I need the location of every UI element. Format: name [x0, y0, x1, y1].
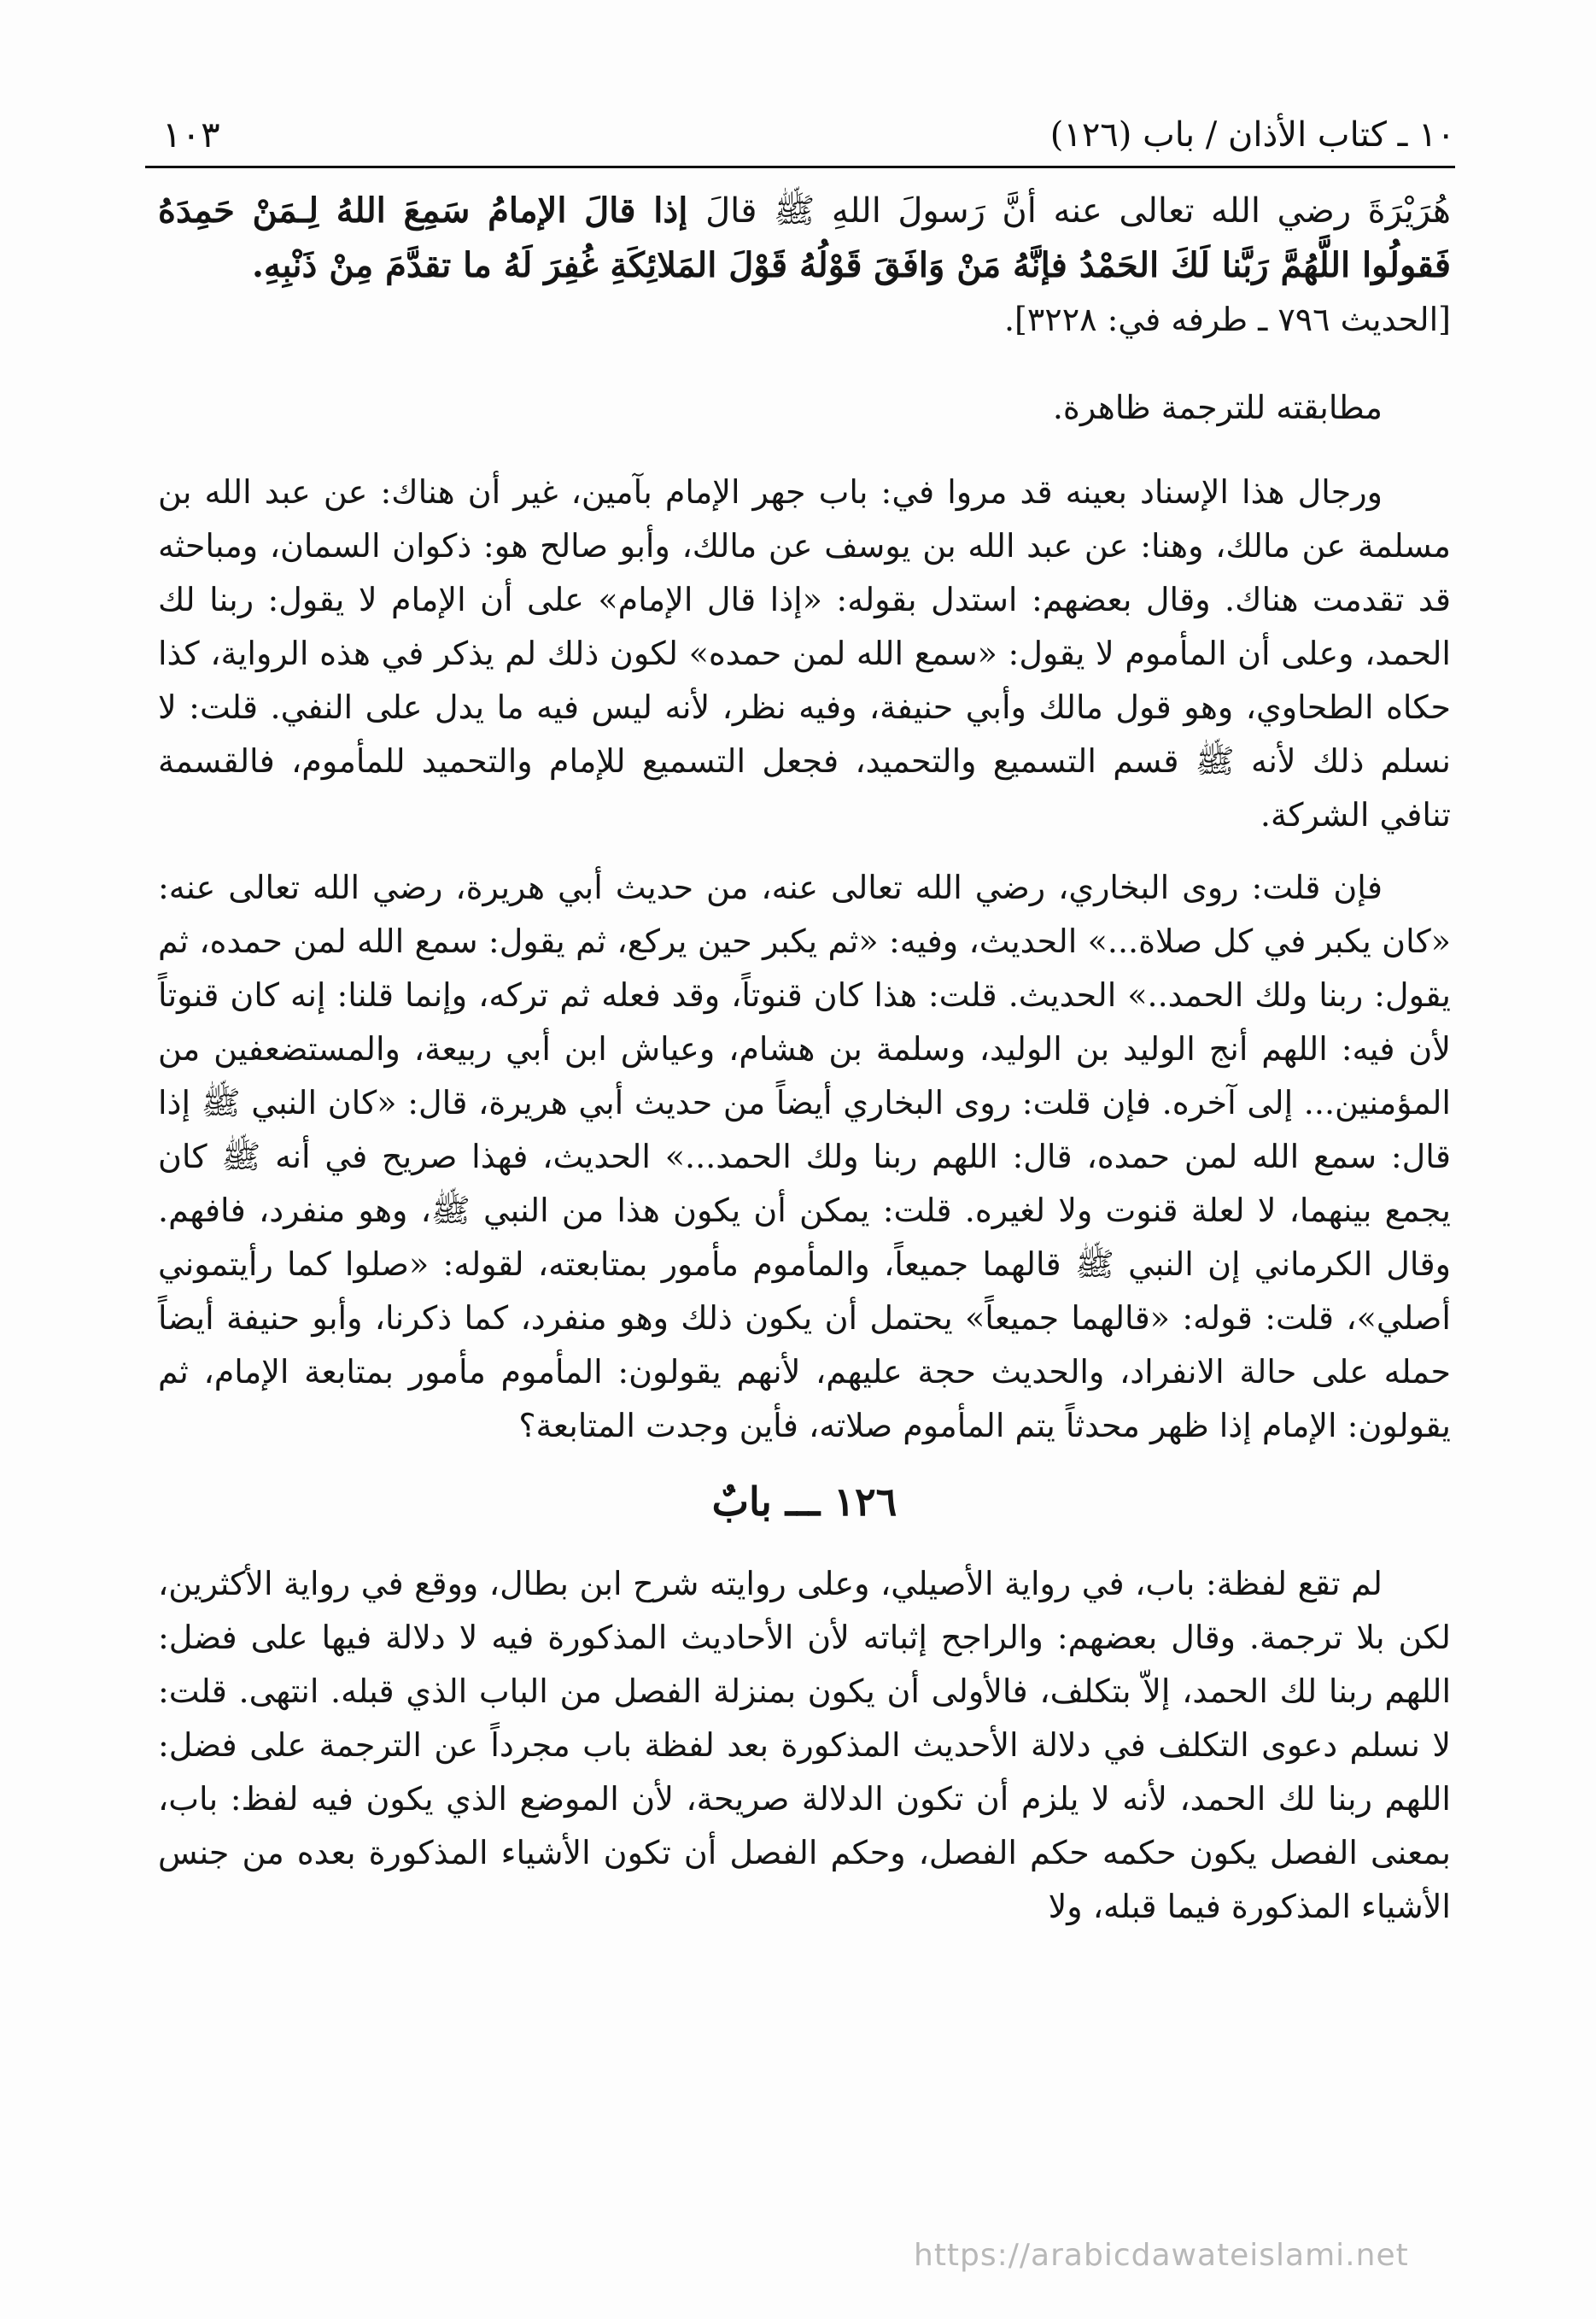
hadith-intro: هُرَيْرَةَ رضي الله تعالى عنه أنَّ رَسولَ اللهِ ﷺ قالَ: [705, 191, 1452, 231]
commentary-paragraph-1: مطابقته للترجمة ظاهرة.: [1052, 389, 1383, 426]
commentary-paragraph-3: فإن قلت: روى البخاري، رضي الله تعالى عنه، من حديث أبي هريرة، رضي الله تعالى عنه: «كان يكبر في كل صلاة...» الحديث، وفيه: «ثم يكبر حين يركع، ثم يقول: سمع الله لمن حمده، ثم يقول: ربنا ولك الحمد..» الحديث. قلت: هذا كان قنوتاً، وقد فعله ثم تركه، وإنما قلنا: إنه كان قنوتاً لأن فيه: اللهم أنج الوليد بن الوليد، وسلمة بن هشام، وعياش ابن أبي ربيعة، والمستضعفين من المؤمنين... إلى آخره. فإن قلت: روى البخاري أيضاً من حديث أبي هريرة، قال: «كان النبي ﷺ إذا قال: سمع الله لمن حمده، قال: اللهم ربنا ولك الحمد...» الحديث، فهذا صريح في أنه ﷺ كان يجمع بينهما، لا لعلة قنوت ولا لغيره. قلت: يمكن أن يكون هذا من النبي ﷺ، وهو منفرد، فافهم. وقال الكرماني إن النبي ﷺ قالهما جميعاً، والمأموم مأمور بمتابعته، لقوله: «صلوا كما رأيتموني أصلي»، قلت: قوله: «قالهما جميعاً» يحتمل أن يكون ذلك وهو منفرد، كما ذكرنا، وأبو حنيفة أيضاً حمله على حالة الانفراد، والحديث حجة عليهم، لأنهم يقولون: المأموم مأمور بمتابعة الإمام، ثم يقولون: الإمام إذا ظهر محدثاً يتم المأموم صلاته، فأين وجدت المتابعة؟: [158, 869, 1451, 1444]
watermark-url: https://arabicdawateislami.net: [914, 2238, 1409, 2273]
hadith-block: [158, 184, 1451, 293]
page-number: ١٠٣: [162, 114, 220, 155]
header-rule: [145, 166, 1455, 168]
page-body: [158, 184, 1451, 1953]
commentary-paragraph-4: لم تقع لفظة: باب، في رواية الأصيلي، وعلى روايته شرح ابن بطال، ووقع في رواية الأكثرين، لكن بلا ترجمة. وقال بعضهم: والراجح إثباته لأن الأحاديث المذكورة فيه لا دلالة فيها على فضل: اللهم ربنا لك الحمد، إلاّ بتكلف، فالأولى أن يكون بمنزلة الفصل من الباب الذي قبله. انتهى. قلت: لا نسلم دعوى التكلف في دلالة الأحديث المذكورة بعد لفظة باب مجرداً عن الترجمة على فضل: اللهم ربنا لك الحمد، لأنه لا يلزم أن تكون الدلالة صريحة، لأن الموضع الذي يكون فيه لفظ: باب، بمعنى الفصل يكون حكمه حكم الفصل، وحكم الفصل أن تكون الأشياء المذكورة بعده من جنس الأشياء المذكورة فيما قبله، ولا: [158, 1565, 1452, 1925]
page-header: [145, 109, 1455, 171]
section-heading: ١٢٦ ـــ بابٌ: [711, 1479, 897, 1525]
running-title: ١٠ ـ كتاب الأذان / باب (١٢٦): [1049, 115, 1455, 155]
hadith-reference: [الحديث ٧٩٦ ـ طرفه في: ٣٢٢٨].: [1003, 301, 1451, 338]
commentary-paragraph-2: ورجال هذا الإسناد بعينه قد مروا في: باب جهر الإمام بآمين، غير أن هناك: عن عبد الله بن مسلمة عن مالك، وهنا: عن عبد الله بن يوسف عن مالك، وأبو صالح هو: ذكوان السمان، ومباحثه قد تقدمت هناك. وقال بعضهم: استدل بقوله: «إذا قال الإمام» على أن الإمام لا يقول: ربنا لك الحمد، وعلى أن المأموم لا يقول: «سمع الله لمن حمده» لكون ذلك لم يذكر في هذه الرواية، كذا حكاه الطحاوي، وهو قول مالك وأبي حنيفة، وفيه نظر، لأنه ليس فيه ما يدل على النفي. قلت: لا نسلم ذلك لأنه ﷺ قسم التسميع والتحميد، فجعل التسميع للإمام والتحميد للمأموم، فالقسمة تنافي الشركة.: [158, 473, 1451, 834]
hadith-text: إذا قالَ الإمامُ سَمِعَ اللهُ لِـمَنْ حَمِدَهُ فَقولُوا اللَّهُمَّ رَبَّنا لَكَ الحَمْدُ فإنَّهُ مَنْ وَافَقَ قَوْلُهُ قَوْلَ المَلائِكَةِ غُفِرَ لَهُ ما تقدَّمَ مِنْ ذَنْبِهِ.: [158, 190, 1451, 285]
